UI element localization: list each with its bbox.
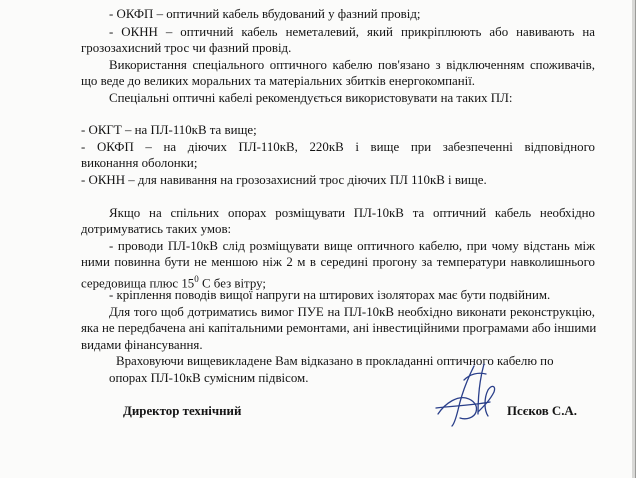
line-fastening: - кріплення поводів вищої напруги на штирових ізоляторах має бути подвійним. — [109, 288, 551, 302]
line-okfp-2: - ОКФП – на діючих ПЛ-110кВ, 220кВ і вище при забезпеченні відповідного — [81, 140, 595, 154]
line-conditions: дотримуватись таких умов: — [81, 222, 232, 236]
line-wires: - проводи ПЛ-10кВ слід розміщувати вище оптичного кабелю, при чому відстань між — [109, 239, 595, 253]
line-pue: Для того щоб дотриматись вимог ПУЕ на ПЛ-10кВ необхідно виконати реконструкцію, — [109, 305, 595, 319]
line-financing: видами фінансування. — [81, 338, 203, 352]
line-oknn-2: - ОКНН – для навивання на грозозахисний трос діючих ПЛ 110кВ і вище. — [81, 173, 487, 187]
signatory-name: Псєков С.А. — [507, 404, 577, 418]
line-distance: ними повинна бути не меншою ніж 2 м в середині прогону за температури навколишнього — [81, 255, 595, 269]
temperature-text-end: С без вітру; — [198, 276, 266, 291]
line-pue-cont: яка не передбачена ані капітальними ремонтами, ані інвестиційними програмами або іншими — [81, 321, 597, 335]
handwritten-signature-icon — [428, 362, 508, 432]
line-refusal: Враховуючи вищевикладене Вам відказано в прокладанні оптичного кабелю по — [116, 354, 554, 368]
line-oknn-cont: грозозахисний трос чи фазний провід. — [81, 41, 292, 55]
line-oknn: - ОКНН – оптичний кабель неметалевий, який прикріплюють або навивають на — [109, 25, 595, 39]
line-okgt: - ОКГТ – на ПЛ-110кВ та вище; — [81, 123, 257, 137]
temperature-text: середовища плюс 15 — [81, 276, 195, 291]
degree-superscript: 0 — [194, 274, 199, 284]
line-refusal-cont: опорах ПЛ-10кВ сумісним підвісом. — [109, 371, 309, 385]
line-recommend: Спеціальні оптичні кабелі рекомендується використовувати на таких ПЛ: — [109, 91, 513, 105]
line-usage: Використання спеціального оптичного кабелю пов'язано з відключенням споживачів, — [109, 58, 595, 72]
signatory-position: Директор технічний — [123, 404, 242, 418]
line-okfp-2-cont: виконання оболонки; — [81, 156, 198, 170]
line-okfp: - ОКФП – оптичний кабель вбудований у фазний провід; — [109, 7, 421, 21]
line-usage-cont: що веде до великих моральних та матеріальних збитків енергокомпанії. — [81, 74, 476, 88]
line-joint-supports: Якщо на спільних опорах розміщувати ПЛ-10кВ та оптичний кабель необхідно — [109, 206, 595, 220]
